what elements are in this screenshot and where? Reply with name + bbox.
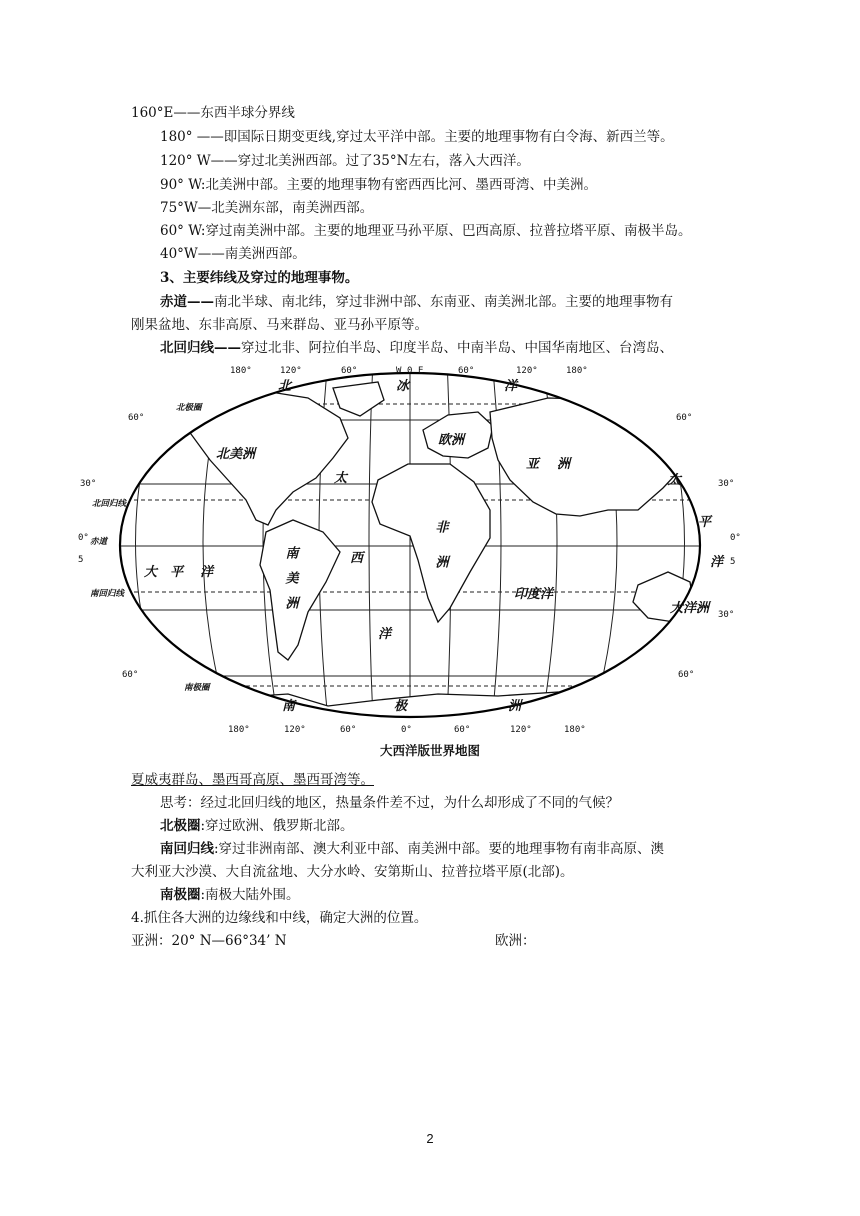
top-tick-e: E <box>418 366 424 376</box>
right-lat-5: 5 <box>730 557 736 567</box>
label-atlantic-1: 大 <box>144 565 158 580</box>
line-think: 思考：经过北回归线的地区，热量条件差不过，为什么却形成了不同的气候？ <box>160 795 619 811</box>
label-arctic-circle: 北极圈 <box>176 403 202 413</box>
left-lat-0: 0° <box>78 533 89 543</box>
label-atlantic-3: 洋 <box>378 627 392 642</box>
equator-term: 赤道—— <box>160 294 214 310</box>
tropic-capricorn-desc: :穿过非洲南部、澳大利亚中部、南美洲中部。要的地理事物有南非高原、澳 <box>214 841 665 857</box>
top-tick-120w: 120° <box>280 366 302 376</box>
bottom-tick-60w: 60° <box>340 725 357 735</box>
label-pacific-w-3: 洋 <box>200 565 214 580</box>
line-tropic-cancer-cont: 夏威夷群岛、墨西哥高原、墨西哥湾等。 <box>131 772 374 788</box>
label-tropic-capricorn: 南回归线 <box>90 589 125 599</box>
line-tropic-capricorn-cont: 大利亚大沙漠、大自流盆地、大分水岭、安第斯山、拉普拉塔平原(北部)。 <box>131 864 574 880</box>
top-tick-0: 0 <box>407 366 413 376</box>
antarctic-circle-desc: :南极大陆外围。 <box>200 887 300 903</box>
label-pacific-e-2: 平 <box>698 515 712 530</box>
line-120w: 120° W——穿过北美洲西部。过了35°N左右，落入大西洋。 <box>160 153 530 169</box>
bottom-tick-0: 0° <box>401 725 412 735</box>
label-antarctica-2: 极 <box>394 699 408 714</box>
label-antarctic-circle: 南极圈 <box>184 683 210 693</box>
right-lat-30s: 30° <box>718 610 735 620</box>
section-heading-latitudes: 3、主要纬线及穿过的地理事物。 <box>160 270 359 286</box>
bottom-tick-180e: 180° <box>564 725 586 735</box>
label-pacific-e-1: 太 <box>668 473 682 488</box>
label-tropic-cancer: 北回归线 <box>92 499 127 509</box>
label-oceania: 大洋洲 <box>670 601 710 616</box>
antarctic-circle-term: 南极圈 <box>160 887 201 903</box>
bottom-tick-120e: 120° <box>510 725 532 735</box>
left-lat-5: 5 <box>78 555 84 565</box>
line-antarctic-circle <box>160 886 300 904</box>
world-map <box>78 360 742 735</box>
label-pacific-w-2: 平 <box>170 565 184 580</box>
arctic-circle-desc: :穿过欧洲、俄罗斯北部。 <box>200 818 354 834</box>
arctic-circle-term: 北极圈 <box>160 818 201 834</box>
right-lat-60n: 60° <box>676 413 693 423</box>
line-equator-cont: 刚果盆地、东非高原、马来群岛、亚马孙平原等。 <box>131 317 428 333</box>
label-asia: 亚洲 <box>526 457 589 472</box>
south-america-shape <box>260 520 340 660</box>
line-europe-range: 欧洲： <box>495 933 536 949</box>
label-pacific-e-3: 洋 <box>710 555 724 570</box>
left-lat-60s: 60° <box>122 670 139 680</box>
label-arctic-1: 北 <box>278 379 292 394</box>
line-tropic-cancer <box>160 339 673 357</box>
north-america-shape <box>188 390 348 525</box>
label-antarctica-3: 洲 <box>508 699 522 714</box>
line-40w: 40°W——南美洲西部。 <box>160 246 306 262</box>
label-atlantic-2: 西 <box>350 551 364 566</box>
label-europe: 欧洲 <box>438 433 465 448</box>
right-lat-60s: 60° <box>678 670 695 680</box>
top-tick-120e: 120° <box>516 366 538 376</box>
equator-desc: 南北半球、南北纬，穿过非洲中部、东南亚、南美洲北部。主要的地理事物有 <box>214 294 673 310</box>
label-pacific-w-1: 太 <box>334 471 348 486</box>
label-south-america: 南美洲 <box>282 546 298 621</box>
tropic-cancer-term: 北回归线—— <box>160 340 241 356</box>
label-antarctica-1: 南 <box>282 699 296 714</box>
left-lat-30n: 30° <box>80 479 97 489</box>
line-180: 180° ——即国际日期变更线,穿过太平洋中部。主要的地理事物有白令海、新西兰等。 <box>160 129 674 145</box>
left-lat-60n: 60° <box>128 413 145 423</box>
line-90w: 90° W:北美洲中部。主要的地理事物有密西西比河、墨西哥湾、中美洲。 <box>160 177 597 193</box>
label-equator: 赤道 <box>90 537 108 547</box>
bottom-tick-120w: 120° <box>284 725 306 735</box>
top-longitude-labels <box>230 366 588 376</box>
bottom-longitude-labels <box>228 725 586 735</box>
right-lat-30n: 30° <box>718 479 735 489</box>
top-tick-60w: 60° <box>341 366 358 376</box>
top-tick-180e: 180° <box>566 366 588 376</box>
line-75w: 75°W—北美洲东部，南美洲西部。 <box>160 200 374 216</box>
label-arctic-3: 洋 <box>504 379 518 394</box>
label-north-america: 北美洲 <box>216 447 256 462</box>
line-arctic-circle <box>160 817 354 835</box>
label-indian-ocean: 印度洋 <box>514 587 554 602</box>
top-tick-180w: 180° <box>230 366 252 376</box>
meridian-lines <box>136 360 685 720</box>
special-latitude-labels <box>90 402 211 693</box>
line-160e: 160°E——东西半球分界线 <box>131 105 295 121</box>
line-tropic-capricorn <box>160 840 664 858</box>
africa-shape <box>372 464 490 622</box>
greenland-shape <box>333 382 384 416</box>
line-asia-range: 亚洲：20° N—66°34’ N <box>131 933 287 949</box>
top-tick-w: W <box>396 366 402 376</box>
right-lat-0: 0° <box>730 533 741 543</box>
bottom-tick-60e: 60° <box>454 725 471 735</box>
line-60w: 60° W:穿过南美洲中部。主要的地理亚马孙平原、巴西高原、拉普拉塔平原、南极半岛。 <box>160 223 692 239</box>
label-arctic-2: 冰 <box>396 379 410 394</box>
label-africa: 非洲 <box>432 520 448 590</box>
map-caption: 大西洋版世界地图 <box>379 743 480 758</box>
bottom-tick-180w: 180° <box>228 725 250 735</box>
section-heading-continents: 4.抓住各大洲的边缘线和中线，确定大洲的位置。 <box>131 910 428 926</box>
asia-shape <box>490 398 694 516</box>
tropic-cancer-desc: 穿过北非、阿拉伯半岛、印度半岛、中南半岛、中国华南地区、台湾岛、 <box>241 340 673 356</box>
top-tick-60e: 60° <box>458 366 475 376</box>
tropic-capricorn-term: 南回归线 <box>160 841 214 857</box>
line-equator <box>160 293 673 311</box>
page-number: 2 <box>426 1131 434 1146</box>
